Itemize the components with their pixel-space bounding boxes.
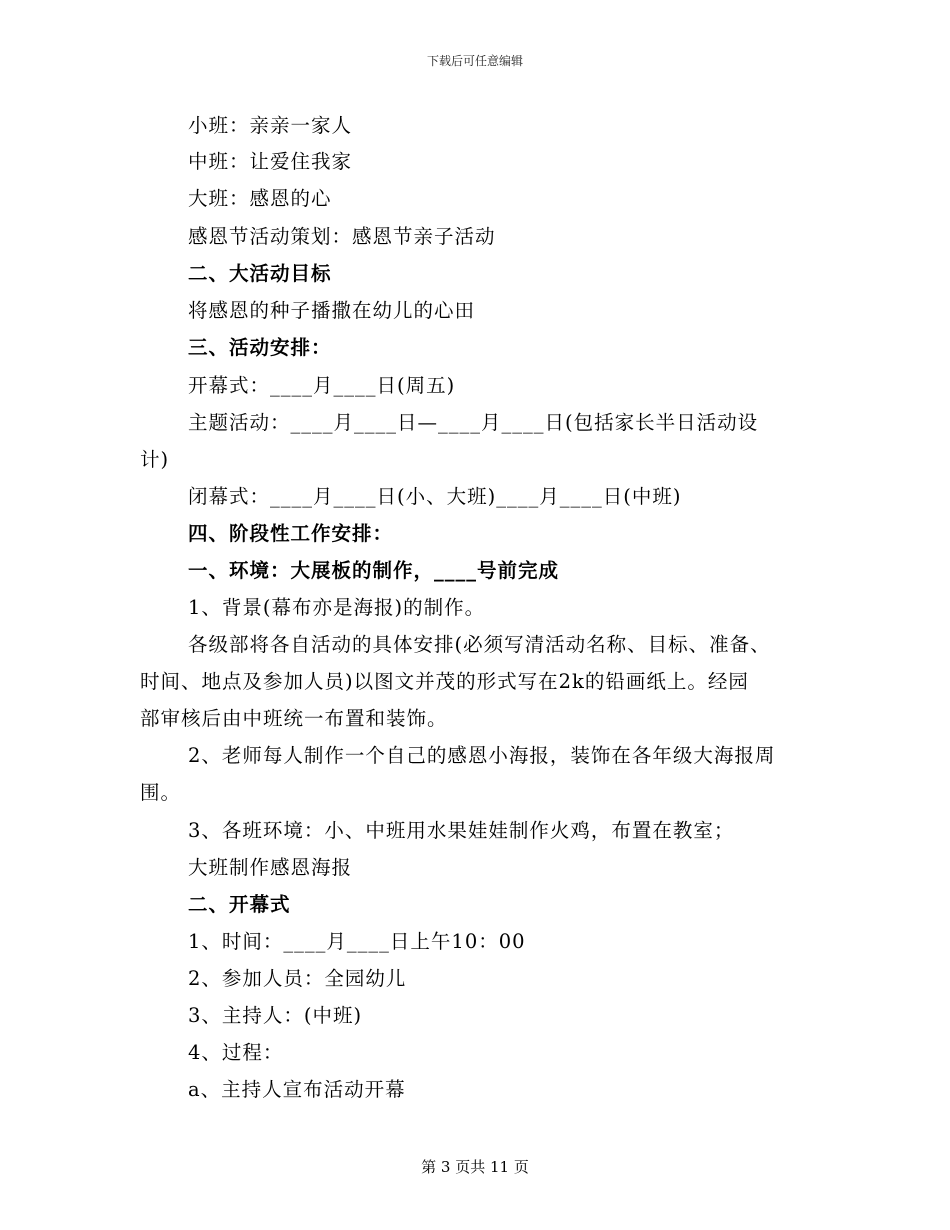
text-line: 主题活动：____月____日—____月____日(包括家长半日活动设 — [188, 411, 759, 434]
text-line: 大班制作感恩海报 — [188, 856, 353, 879]
page-footer: 第 3 页共 11 页 — [421, 1158, 529, 1176]
text-line: 感恩节活动策划：感恩节亲子活动 — [188, 225, 496, 248]
text-line: 1、背景(幕布亦是海报)的制作。 — [188, 596, 486, 619]
text-line: 1、时间：____月____日上午10：00 — [188, 930, 526, 953]
section-heading: 二、大活动目标 — [188, 262, 332, 285]
section-heading: 四、阶段性工作安排： — [188, 522, 394, 545]
text-line: 时间、地点及参加人员)以图文并茂的形式写在2k的铅画纸上。经园 — [140, 670, 749, 693]
text-line: 将感恩的种子播撒在幼儿的心田 — [188, 299, 476, 322]
text-line: 中班：让爱住我家 — [188, 150, 353, 173]
text-line: 4、过程： — [188, 1041, 284, 1064]
text-line: 各级部将各自活动的具体安排(必须写清活动名称、目标、准备、 — [188, 633, 771, 656]
text-line: 围。 — [140, 781, 182, 804]
text-line: a、主持人宣布活动开幕 — [188, 1078, 406, 1101]
text-line: 开幕式：____月____日(周五) — [188, 374, 456, 397]
text-line: 计) — [140, 448, 170, 471]
text-line: 小班：亲亲一家人 — [188, 114, 353, 137]
text-line: 2、参加人员：全园幼儿 — [188, 967, 407, 990]
text-line: 大班：感恩的心 — [188, 187, 332, 210]
text-line: 部审核后由中班统一布置和装饰。 — [140, 707, 448, 730]
text-line: 2、老师每人制作一个自己的感恩小海报，装饰在各年级大海报周 — [188, 744, 776, 767]
text-line: 3、主持人：(中班) — [188, 1004, 363, 1027]
section-heading: 三、活动安排： — [188, 336, 332, 359]
text-line: 闭幕式：____月____日(小、大班)____月____日(中班) — [188, 485, 682, 508]
page-header: 下载后可任意编辑 — [426, 54, 523, 68]
section-heading: 一、环境：大展板的制作，____号前完成 — [188, 559, 560, 582]
section-heading: 二、开幕式 — [188, 893, 291, 916]
text-line: 3、各班环境：小、中班用水果娃娃制作火鸡，布置在教室； — [188, 819, 735, 842]
